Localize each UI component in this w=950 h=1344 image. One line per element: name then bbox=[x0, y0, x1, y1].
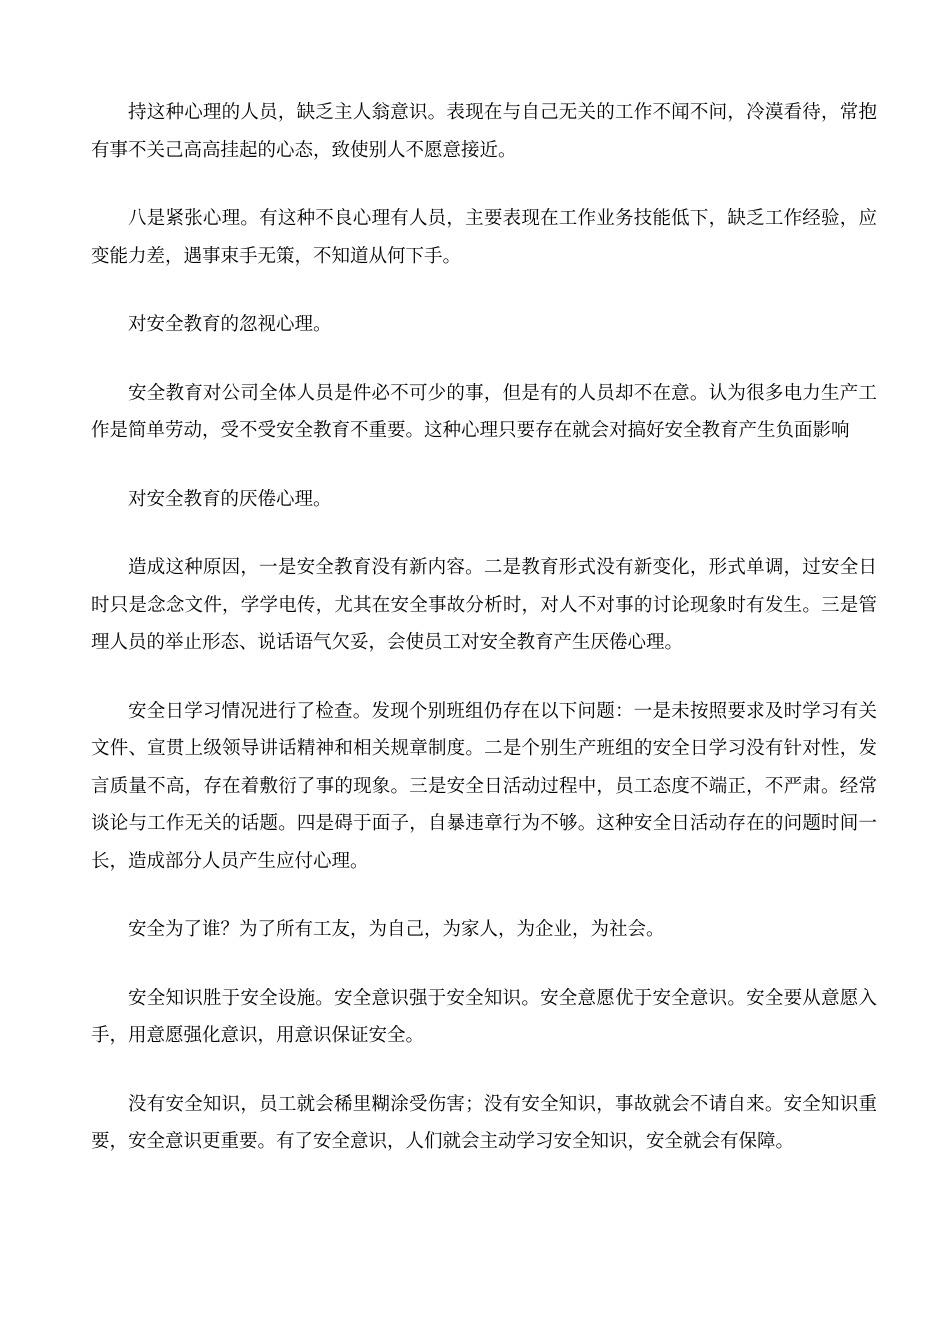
paragraph-10: 没有安全知识，员工就会稀里糊涂受伤害；没有安全知识，事故就会不请自来。安全知识重要，安全意识更重要。有了安全意识，人们就会主动学习安全知识，安全就会有保障。 bbox=[91, 1093, 877, 1152]
paragraph-7: 安全日学习情况进行了检查。发现个别班组仍存在以下问题：一是未按照要求及时学习有关文件、宣贯上级领导讲话精神和相关规章制度。二是个别生产班组的安全日学习没有针对性，发言质量不高，存在着敷衍了事的现象。三是安全日活动过程中，员工态度不端正，不严肃。经常谈论与工作无关的话题。四是碍于面子，自暴违章行为不够。这种安全日活动存在的问题时间一长，造成部分人员产生应付心理。 bbox=[91, 700, 877, 872]
paragraph-1: 持这种心理的人员，缺乏主人翁意识。表现在与自己无关的工作不闻不问，冷漠看待，常抱有事不关己高高挂起的心态，致使别人不愿意接近。 bbox=[91, 102, 877, 161]
paragraph-8: 安全为了谁？为了所有工友，为自己，为家人，为企业，为社会。 bbox=[128, 919, 665, 940]
paragraph-6: 造成这种原因，一是安全教育没有新内容。二是教育形式没有新变化，形式单调，过安全日时只是念念文件，学学电传，尤其在安全事故分析时，对人不对事的讨论现象时有发生。三是管理人员的举止形态、说话语气欠妥，会使员工对安全教育产生厌倦心理。 bbox=[91, 557, 877, 653]
paragraph-9: 安全知识胜于安全设施。安全意识强于安全知识。安全意愿优于安全意识。安全要从意愿入手，用意愿强化意识，用意识保证安全。 bbox=[91, 987, 877, 1046]
paragraph-5: 对安全教育的厌倦心理。 bbox=[128, 488, 332, 510]
paragraph-3: 对安全教育的忽视心理。 bbox=[128, 314, 332, 335]
paragraph-4: 安全教育对公司全体人员是件必不可少的事，但是有的人员却不在意。认为很多电力生产工作是简单劳动，受不受安全教育不重要。这种心理只要存在就会对搞好安全教育产生负面影响 bbox=[91, 382, 877, 441]
document-page bbox=[91, 94, 877, 1192]
paragraph-2: 八是紧张心理。有这种不良心理有人员，主要表现在工作业务技能低下，缺乏工作经验，应变能力差，遇事束手无策，不知道从何下手。 bbox=[91, 208, 877, 267]
